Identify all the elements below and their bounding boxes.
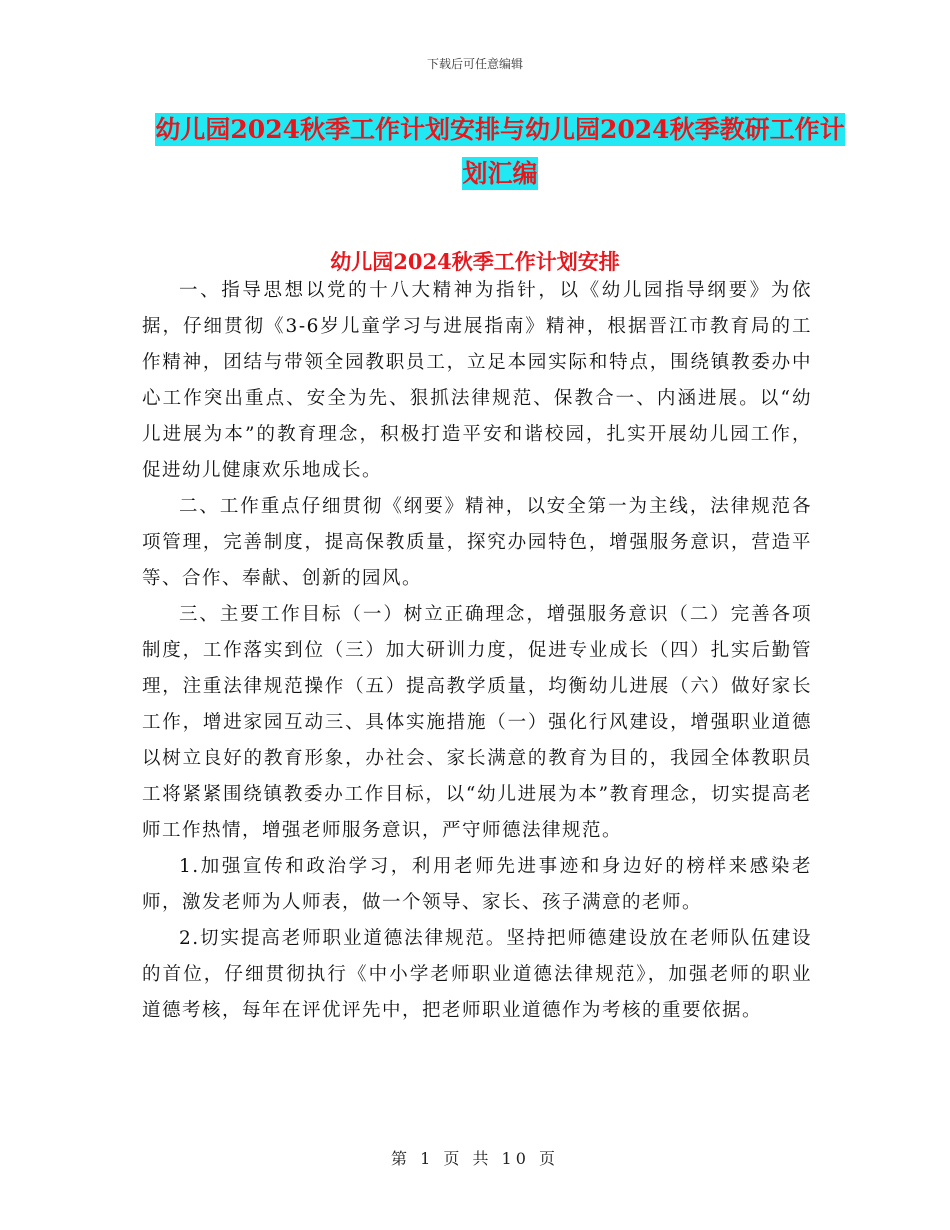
paragraph-main-goals: 三、主要工作目标（一）树立正确理念，增强服务意识（二）完善各项制度，工作落实到位（三）加大研训力度，促进专业成长（四）扎实后勤管理，注重法律规范操作（五）提高教学质量，均衡幼儿进展（六）做好家长工作，增进家园互动三、具体实施措施（一）强化行风建设，增强职业道德以树立良好的教育形象，办社会、家长满意的教育为目的，我园全体教职员工将紧紧围绕镇教委办工作目标，以“幼儿进展为本”教育理念，切实提高老师工作热情，增强老师服务意识，严守师德法律规范。 [142,604,812,841]
document-title [150,108,850,196]
document-title-text: 幼儿园2024秋季工作计划安排与幼儿园2024秋季教研工作计划汇编 [155,115,845,188]
section-title: 幼儿园2024秋季工作计划安排 [330,249,620,274]
page-number-footer: 第 1 页 共 10 页 [391,1149,559,1168]
paragraph-work-focus: 二、工作重点仔细贯彻《纲要》精神，以安全第一为主线，法律规范各项管理，完善制度，提高保教质量，探究办园特色，增强服务意识，营造平等、合作、奉献、创新的园风。 [142,496,812,589]
paragraph-item-1: 1.加强宣传和政治学习，利用老师先进事迹和身边好的榜样来感染老师，激发老师为人师表，做一个领导、家长、孩子满意的老师。 [142,856,812,913]
header-note: 下载后可任意编辑 [426,57,523,71]
document-body [142,273,812,1029]
paragraph-item-2: 2.切实提高老师职业道德法律规范。坚持把师德建设放在老师队伍建设的首位，仔细贯彻执行《中小学老师职业道德法律规范》，加强老师的职业道德考核，每年在评优评先中，把老师职业道德作为考核的重要依据。 [142,928,812,1021]
paragraph-guiding-ideology: 一、指导思想以党的十八大精神为指针，以《幼儿园指导纲要》为依据，仔细贯彻《3-6岁儿童学习与进展指南》精神，根据晋江市教育局的工作精神，团结与带领全园教职员工，立足本园实际和特点，围绕镇教委办中心工作突出重点、安全为先、狠抓法律规范、保教合一、内涵进展。以“幼儿进展为本”的教育理念，积极打造平安和谐校园，扎实开展幼儿园工作，促进幼儿健康欢乐地成长。 [142,280,812,481]
